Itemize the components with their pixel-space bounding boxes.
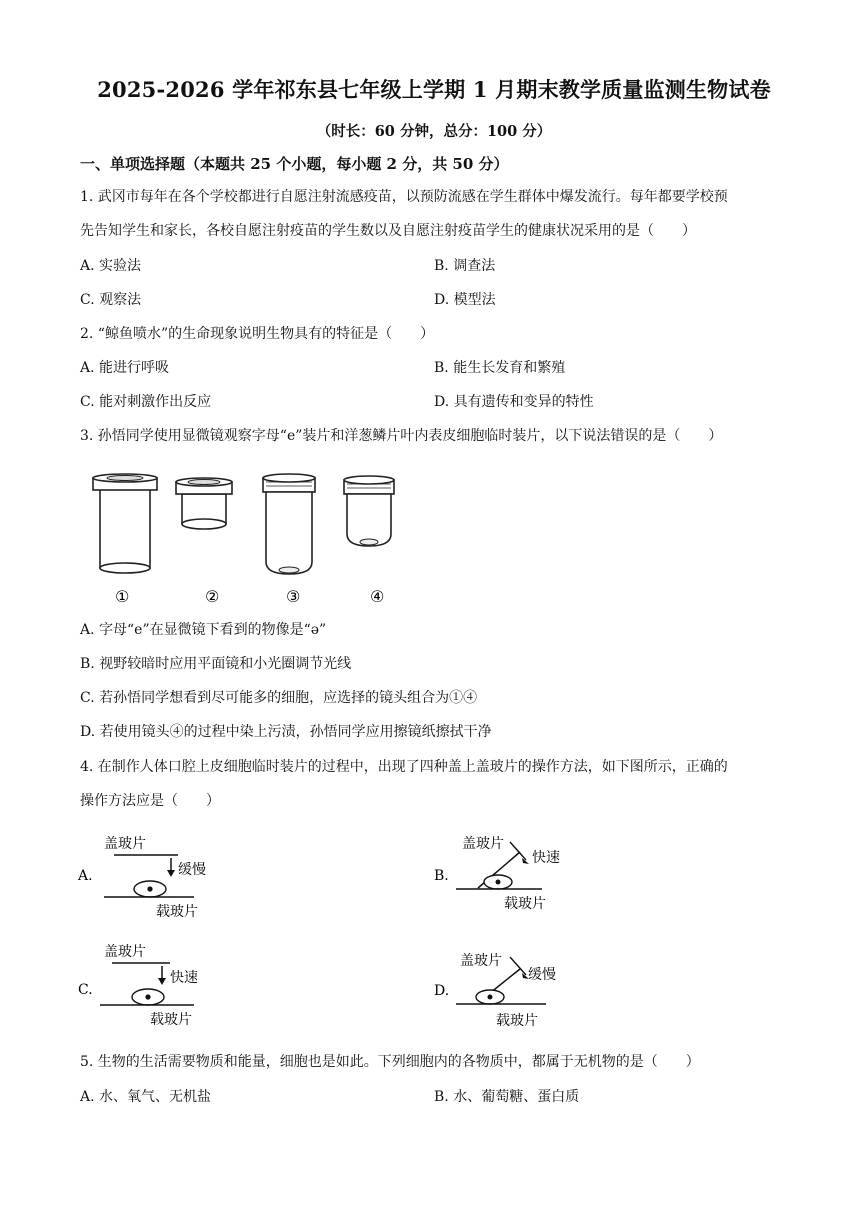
- q2-option-b: B. 能生长发育和繁殖: [434, 360, 566, 376]
- section-heading: 一、单项选择题（本题共 25 个小题，每小题 2 分，共 50 分）: [80, 155, 509, 173]
- q2-option-c: C. 能对刺激作出反应: [80, 394, 212, 410]
- q3-text: 3. 孙悟同学使用显微镜观察字母“e”装片和洋葱鳞片叶内表皮细胞临时装片，以下说法错误的是（ ）: [80, 428, 723, 444]
- cover-slip-label: 盖玻片: [104, 944, 146, 960]
- slide-label: 载玻片: [496, 1013, 538, 1029]
- q4-text-line2: 操作方法应是（ ）: [80, 793, 220, 809]
- slide-label: 载玻片: [504, 896, 546, 912]
- exam-subtitle: （时长：60 分钟，总分：100 分）: [316, 123, 552, 140]
- lens-1-label: ①: [115, 587, 130, 606]
- q1-option-d: D. 模型法: [434, 292, 496, 308]
- q4-label-d: D.: [434, 983, 450, 999]
- q4-diagram-d: [432, 945, 602, 1037]
- q1-option-a: A. 实验法: [80, 258, 142, 274]
- lens-2-label: ②: [205, 587, 220, 606]
- q2-option-a: A. 能进行呼吸: [80, 360, 170, 376]
- lens-1-eyepiece-long: [93, 474, 157, 573]
- q1-option-b: B. 调查法: [434, 258, 496, 274]
- q4-label-b: B.: [434, 868, 449, 884]
- lens-3-objective-long: [263, 474, 315, 574]
- cover-slip-label: 盖玻片: [462, 836, 504, 852]
- q3-option-c: C. 若孙悟同学想看到尽可能多的细胞，应选择的镜头组合为①④: [80, 690, 478, 706]
- slide-label: 载玻片: [156, 904, 198, 920]
- lens-3-label: ③: [286, 587, 301, 606]
- cover-slip-label: 盖玻片: [460, 953, 502, 969]
- q3-option-d: D. 若使用镜头④的过程中染上污渍，孙悟同学应用擦镜纸擦拭干净: [80, 724, 492, 740]
- q1-option-c: C. 观察法: [80, 292, 142, 308]
- q4-text-line1: 4. 在制作人体口腔上皮细胞临时装片的过程中，出现了四种盖上盖玻片的操作方法，如下图所示，正确的: [80, 759, 728, 775]
- q4-diagram-b: [432, 830, 602, 922]
- slow-label: 缓慢: [178, 862, 206, 878]
- q4-diagram-a: [76, 830, 246, 922]
- q3-option-b: B. 视野较暗时应用平面镜和小光圈调节光线: [80, 656, 352, 672]
- q4-diagram-c: [76, 938, 246, 1030]
- slow-label: 缓慢: [528, 967, 556, 983]
- cover-slip-label: 盖玻片: [104, 836, 146, 852]
- q4-label-c: C.: [78, 982, 93, 998]
- q4-label-a: A.: [78, 868, 93, 884]
- q5-option-b: B. 水、葡萄糖、蛋白质: [434, 1089, 580, 1105]
- q1-text-line2: 先告知学生和家长，各校自愿注射疫苗的学生数以及自愿注射疫苗学生的健康状况采用的是（ ）: [80, 223, 696, 239]
- q3-option-a: A. 字母“e”在显微镜下看到的物像是“ə”: [80, 622, 327, 638]
- lens-4-label: ④: [370, 587, 385, 606]
- lens-4-objective-short: [344, 476, 394, 546]
- q1-text-line1: 1. 武冈市每年在各个学校都进行自愿注射流感疫苗，以预防流感在学生群体中爆发流行。每年都要学校预: [80, 189, 728, 205]
- q2-option-d: D. 具有遗传和变异的特性: [434, 394, 594, 410]
- exam-title: 2025-2026 学年祁东县七年级上学期 1 月期末教学质量监测生物试卷: [97, 77, 771, 102]
- q5-text: 5. 生物的生活需要物质和能量，细胞也是如此。下列细胞内的各物质中，都属于无机物的是（ ）: [80, 1054, 700, 1070]
- slide-label: 载玻片: [150, 1012, 192, 1028]
- microscope-lens-figure: [90, 470, 420, 610]
- q5-option-a: A. 水、氧气、无机盐: [80, 1089, 212, 1105]
- fast-label: 快速: [170, 970, 198, 986]
- q2-text: 2. “鲸鱼喷水”的生命现象说明生物具有的特征是（ ）: [80, 326, 435, 342]
- fast-label: 快速: [532, 850, 560, 866]
- lens-2-eyepiece-short: [176, 478, 232, 529]
